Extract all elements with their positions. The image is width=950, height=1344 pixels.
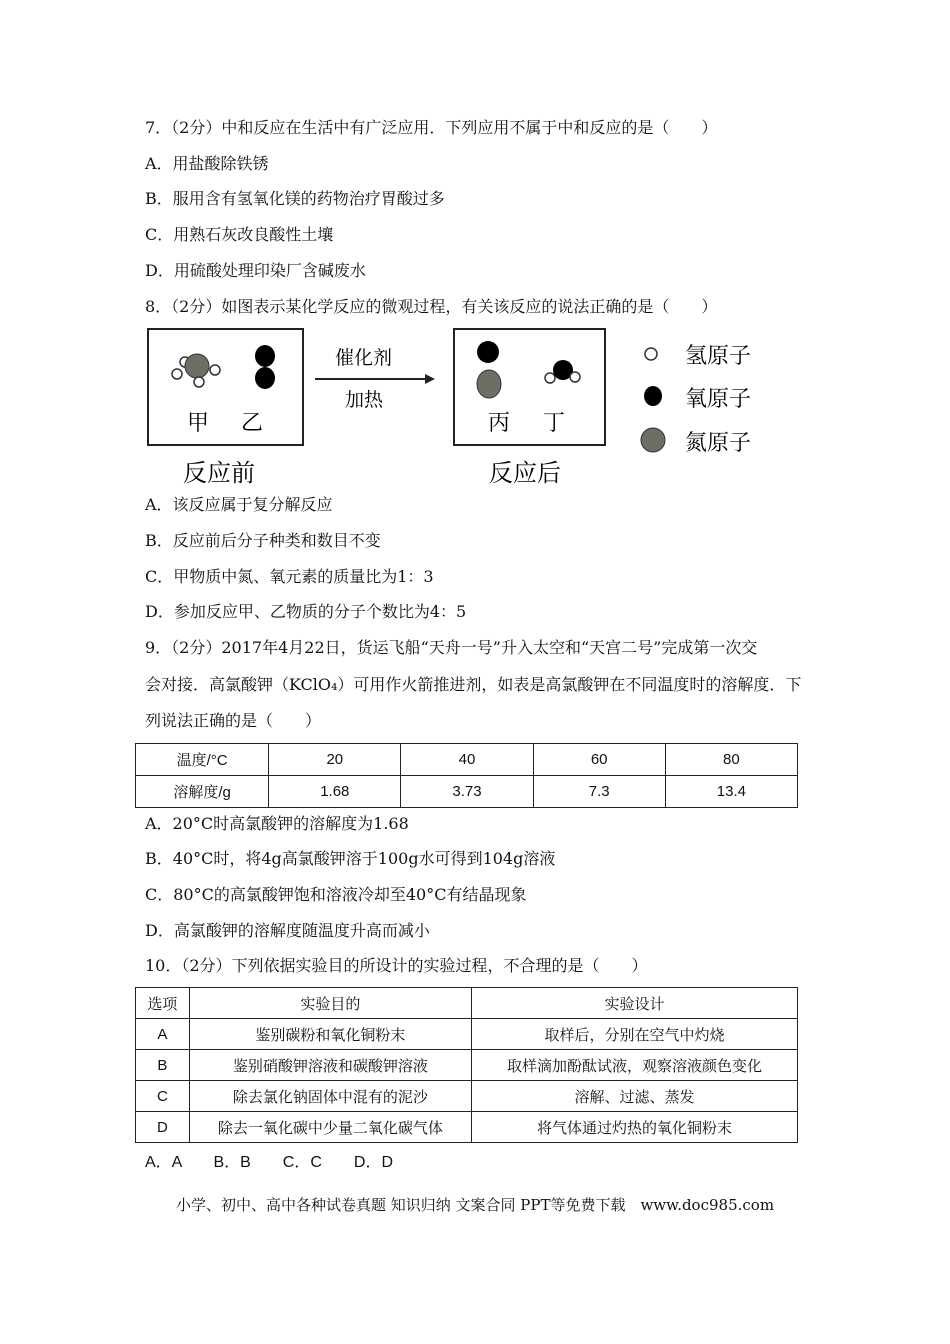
table-row	[136, 744, 798, 776]
table-cell: 鉴别硝酸钾溶液和碳酸钾溶液	[189, 1050, 471, 1081]
q8-option-c: C．甲物质中氮、氧元素的质量比为1：3	[145, 567, 434, 586]
table-cell: 鉴别碳粉和氧化铜粉末	[189, 1019, 471, 1050]
ding-molecule	[545, 360, 580, 383]
table-cell: 溶解、过滤、蒸发	[471, 1081, 797, 1112]
table-cell: 除去一氧化碳中少量二氧化碳气体	[189, 1112, 471, 1143]
legend-o-label: 氧原子	[685, 387, 752, 412]
q10-stem: 10．（2分）下列依据实验目的所设计的实验过程，不合理的是（ ）	[145, 956, 648, 975]
q7-option-c: C．用熟石灰改良酸性土壤	[145, 225, 334, 244]
legend-o-atom	[644, 386, 662, 406]
table-cell: A	[136, 1019, 190, 1050]
table-cell: 1.68	[269, 776, 401, 808]
table-cell: 溶解度/g	[136, 776, 269, 808]
table-cell: 13.4	[665, 776, 797, 808]
q7-option-b: B．服用含有氢氧化镁的药物治疗胃酸过多	[145, 189, 445, 208]
table-cell: B	[136, 1050, 190, 1081]
reaction-diagram	[145, 326, 785, 490]
q9-option-c: C．80°C的高氯酸钾饱和溶液冷却至40°C有结晶现象	[145, 885, 527, 904]
table-row	[136, 1019, 798, 1050]
bing-molecule	[477, 341, 501, 398]
jia-molecule	[172, 354, 220, 387]
label-jia: 甲	[187, 411, 210, 436]
legend-n-atom	[641, 428, 665, 452]
experiment-table	[135, 987, 798, 1143]
solubility-table	[135, 743, 798, 808]
label-bing: 丙	[488, 411, 511, 436]
table-cell: 取样滴加酚酞试液，观察溶液颜色变化	[471, 1050, 797, 1081]
q8-option-a: A．该反应属于复分解反应	[145, 495, 333, 514]
label-heat: 加热	[345, 389, 384, 411]
before-box	[148, 329, 303, 445]
table-cell: 20	[269, 744, 401, 776]
legend-h-atom	[645, 348, 657, 360]
table-row	[136, 1112, 798, 1143]
q8-stem: 8．（2分）如图表示某化学反应的微观过程，有关该反应的说法正确的是（ ）	[145, 297, 718, 316]
q8-option-d: D．参加反应甲、乙物质的分子个数比为4：5	[145, 602, 467, 621]
table-cell: D	[136, 1112, 190, 1143]
label-yi: 乙	[241, 411, 264, 436]
label-ding: 丁	[543, 411, 566, 436]
table-cell: 除去氯化钠固体中混有的泥沙	[189, 1081, 471, 1112]
label-catalyst: 催化剂	[335, 347, 393, 369]
q9-option-d: D．高氯酸钾的溶解度随温度升高而减小	[145, 921, 430, 940]
q8-option-b: B．反应前后分子种类和数目不变	[145, 531, 381, 550]
label-before: 反应前	[183, 459, 255, 487]
table-row	[136, 988, 798, 1019]
table-cell: 80	[665, 744, 797, 776]
table-row	[136, 1081, 798, 1112]
table-cell: 将气体通过灼热的氧化铜粉末	[471, 1112, 797, 1143]
after-box	[454, 329, 605, 445]
q9-option-a: A．20°C时高氯酸钾的溶解度为1.68	[145, 814, 409, 833]
q7-stem: 7．（2分）中和反应在生活中有广泛应用．下列应用不属于中和反应的是（ ）	[145, 118, 718, 137]
label-after: 反应后	[489, 459, 561, 487]
table-row	[136, 776, 798, 808]
table-cell: 温度/°C	[136, 744, 269, 776]
q9-stem-line1: 9．（2分）2017年4月22日，货运飞船“天舟一号”升入太空和“天宫二号”完成第一次交	[145, 638, 758, 657]
table-header-cell: 实验目的	[189, 988, 471, 1019]
table-cell: C	[136, 1081, 190, 1112]
table-cell: 取样后，分别在空气中灼烧	[471, 1019, 797, 1050]
q7-option-a: A．用盐酸除铁锈	[145, 154, 269, 173]
table-header-cell: 实验设计	[471, 988, 797, 1019]
q9-stem-line3: 列说法正确的是（ ）	[145, 711, 322, 730]
legend-n-label: 氮原子	[685, 431, 752, 456]
arrow-head	[425, 374, 435, 384]
table-header-cell: 选项	[136, 988, 190, 1019]
table-cell: 7.3	[533, 776, 665, 808]
q9-stem-line2: 会对接．高氯酸钾（KClO₄）可用作火箭推进剂，如表是高氯酸钾在不同温度时的溶解度．下	[145, 675, 802, 694]
page-footer: 小学、初中、高中各种试卷真题 知识归纳 文案合同 PPT等免费下载 www.doc985.com	[175, 1196, 775, 1214]
q9-option-b: B．40°C时，将4g高氯酸钾溶于100g水可得到104g溶液	[145, 849, 556, 868]
table-cell: 60	[533, 744, 665, 776]
table-cell: 40	[401, 744, 533, 776]
legend-h-label: 氢原子	[685, 344, 752, 369]
q7-option-d: D．用硫酸处理印染厂含碱废水	[145, 261, 366, 280]
table-cell: 3.73	[401, 776, 533, 808]
q10-answer-options: A．A B．B C．C D．D	[145, 1154, 394, 1171]
yi-molecule	[255, 345, 275, 389]
table-row	[136, 1050, 798, 1081]
